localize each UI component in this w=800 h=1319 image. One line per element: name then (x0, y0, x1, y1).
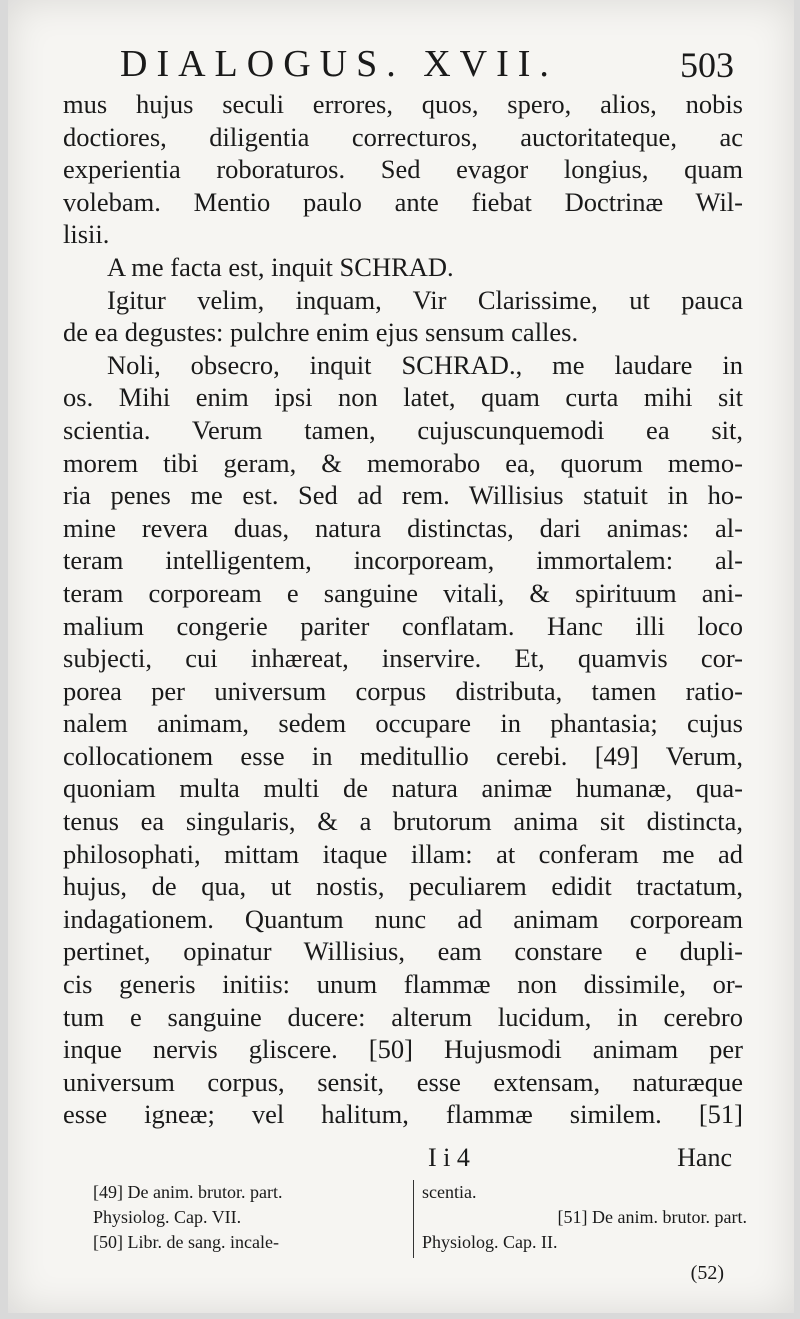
text-line: lisii. (63, 219, 110, 250)
text-line: nalem animam, sedem occupare in phantasia; cujus (63, 708, 743, 739)
text-line: universum corpus, sensit, esse extensam, naturæque (63, 1066, 743, 1097)
catchline (8, 1143, 794, 1173)
footnotes-left-column (93, 1180, 398, 1255)
text-line: indagationem. Quantum nunc ad animam corpoream (63, 903, 743, 934)
text-line: mine revera duas, natura distinctas, dari animas: al- (63, 512, 743, 543)
text-line: ria penes me est. Sed ad rem. Willisius statuit in ho- (63, 480, 743, 511)
footnote-line: [51] De anim. brutor. part. (557, 1207, 747, 1227)
text-line: porea per universum corpus distributa, tamen ratio- (63, 675, 743, 706)
text-line: experientia roboraturos. Sed evagor longius, quam (63, 154, 743, 185)
text-line: philosophati, mittam itaque illam: at conferam me ad (63, 838, 743, 869)
text-line: volebam. Mentio paulo ante fiebat Doctrinæ Wil- (63, 186, 743, 217)
signature-mark: I i 4 (428, 1143, 470, 1172)
text-line: Noli, obsecro, inquit SCHRAD., me laudare in (107, 349, 743, 380)
text-line: esse igneæ; vel halitum, flammæ similem. [51] (63, 1099, 743, 1130)
text-line: pertinet, opinatur Willisius, eam constare e dupli- (63, 936, 743, 967)
footnote-line: Physiolog. Cap. VII. (93, 1207, 242, 1227)
text-line: tenus ea singularis, & a brutorum anima sit distincta, (63, 806, 743, 837)
text-line: subjecti, cui inhæreat, inservire. Et, quamvis cor- (63, 643, 743, 674)
text-line: A me facta est, inquit SCHRAD. (107, 251, 454, 282)
text-line: de ea degustes: pulchre enim ejus sensum calles. (63, 317, 579, 348)
text-line: scientia. Verum tamen, cujuscunquemodi ea sit, (63, 414, 743, 445)
text-line: morem tibi geram, & memorabo ea, quorum memo- (63, 447, 743, 478)
text-line: hujus, de qua, ut nostis, peculiarem edidit tractatum, (63, 871, 743, 902)
footnotes-right-column (413, 1180, 747, 1258)
text-line: cis generis initiis: unum flammæ non dissimile, or- (63, 969, 743, 1000)
text-line: teram corpoream e sanguine vitali, & spirituum ani- (63, 577, 743, 608)
text-line: Igitur velim, inquam, Vir Clarissime, ut pauca (107, 284, 743, 315)
catchword: Hanc (677, 1143, 732, 1172)
running-title: DIALOGUS. XVII. (120, 43, 558, 85)
book-page (8, 0, 794, 1313)
page-number: 503 (680, 45, 734, 85)
sheet-mark: (52) (690, 1262, 724, 1284)
running-header (8, 42, 794, 94)
footnote-line: [50] Libr. de sang. incale- (93, 1232, 279, 1252)
text-line: collocationem esse in meditullio cerebi. [49] Verum, (63, 740, 743, 771)
text-line: quoniam multa multi de natura animæ humanæ, qua- (63, 773, 743, 804)
footnote-line: scentia. (422, 1182, 477, 1202)
text-line: doctiores, diligentia correcturos, auctoritateque, ac (63, 121, 743, 152)
body-text (63, 88, 743, 1131)
text-line: os. Mihi enim ipsi non latet, quam curta mihi sit (63, 382, 743, 413)
footnote-line: [49] De anim. brutor. part. (93, 1182, 283, 1202)
footnote-line: Physiolog. Cap. II. (422, 1232, 558, 1252)
text-line: malium congerie pariter conflatam. Hanc illi loco (63, 610, 743, 641)
text-line: teram intelligentem, incorpoream, immortalem: al- (63, 545, 743, 576)
text-line: mus hujus seculi errores, quos, spero, alios, nobis (63, 89, 743, 119)
text-line: tum e sanguine ducere: alterum lucidum, in cerebro (63, 1001, 743, 1032)
footnotes (93, 1180, 747, 1270)
text-line: inque nervis gliscere. [50] Hujusmodi animam per (63, 1034, 743, 1065)
